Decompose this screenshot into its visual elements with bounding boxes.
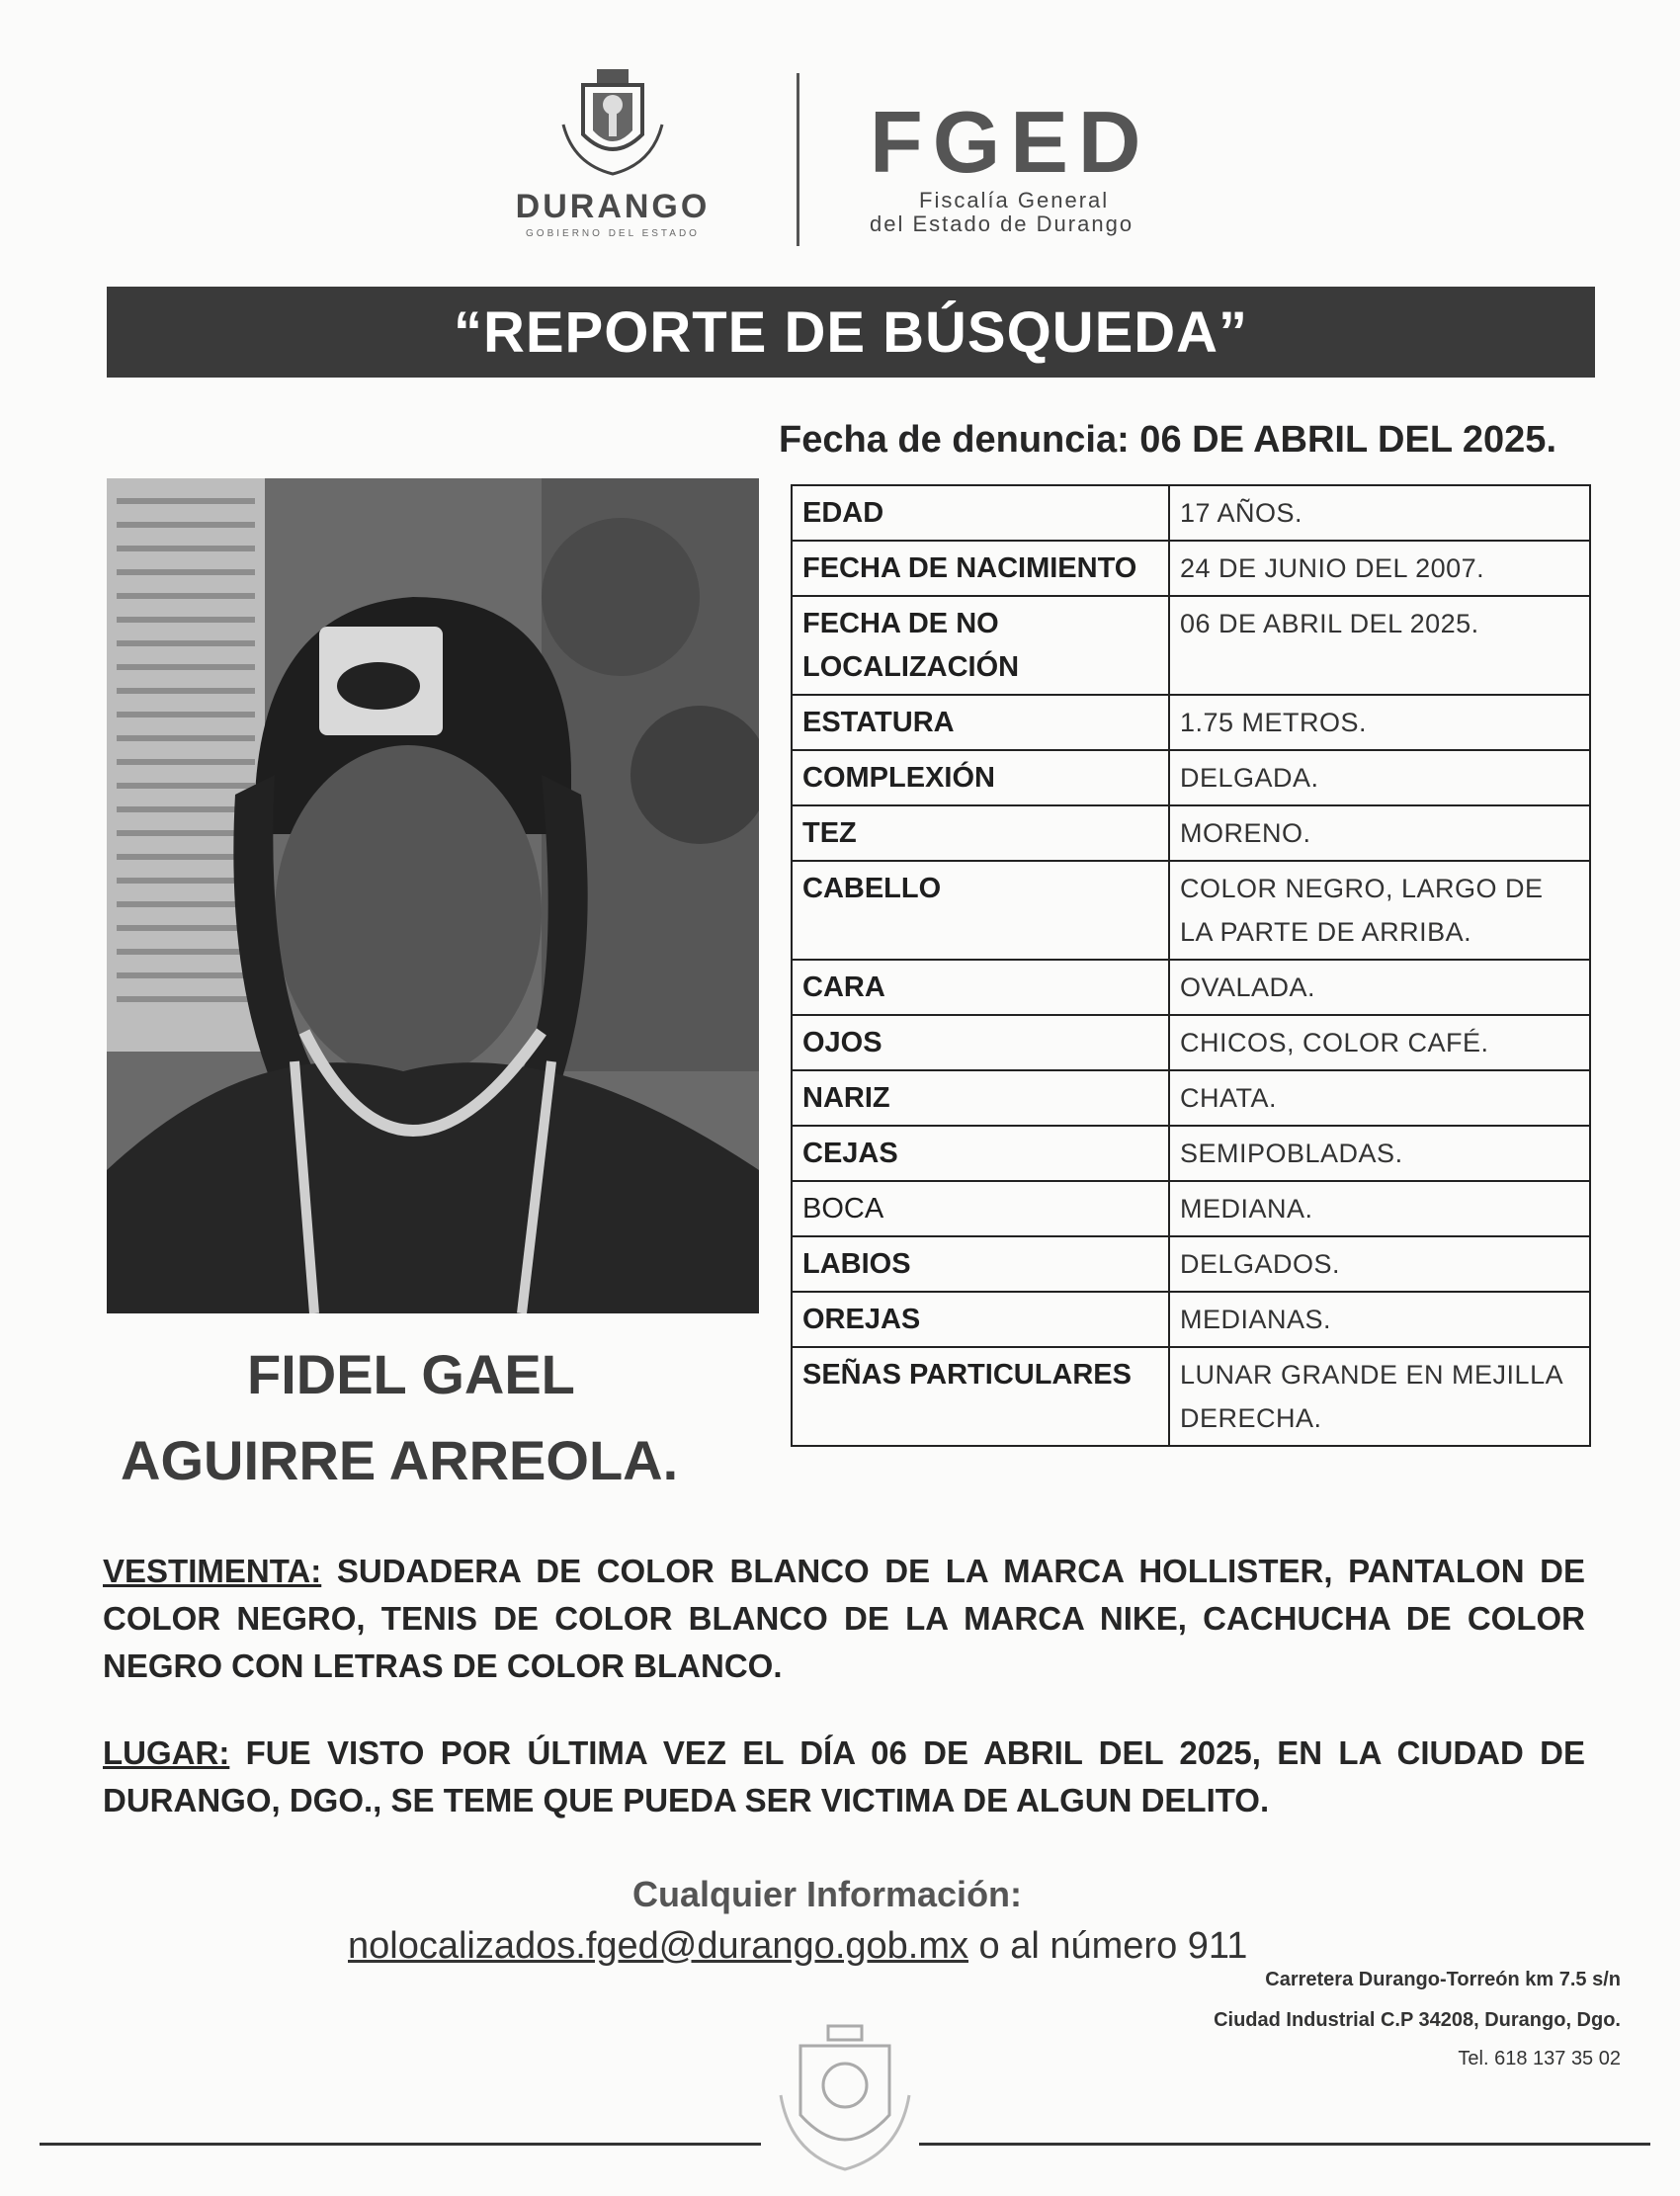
table-row [792,750,1590,805]
contact-connector: o al número [967,1925,1188,1967]
contact-email-link[interactable]: nolocalizados.fged@durango.gob.mx [348,1925,968,1967]
detail-value: SEMIPOBLADAS. [1169,1126,1590,1181]
detail-value: 06 DE ABRIL DEL 2025. [1169,596,1590,695]
detail-value: CHATA. [1169,1070,1590,1126]
address-line1: Carretera Durango-Torreón km 7.5 s/n [1265,1969,1621,1990]
detail-label: EDAD [792,485,1169,541]
table-row [792,1292,1590,1347]
detail-value: 1.75 METROS. [1169,695,1590,750]
table-row [792,1347,1590,1446]
table-row [792,1236,1590,1292]
detail-label: TEZ [792,805,1169,861]
detail-value: MEDIANAS. [1169,1292,1590,1347]
location-text: FUE VISTO POR ÚLTIMA VEZ EL DÍA 06 DE ABRIL DEL 2025, EN LA CIUDAD DE DURANGO, DGO., SE TEME QUE PUEDA SER VICTIMA DE ALGUN DELITO. [103,1734,1585,1818]
detail-label: CABELLO [792,861,1169,960]
person-details-table [791,484,1591,1447]
detail-label: FECHA DE NACIMIENTO [792,541,1169,596]
detail-value: CHICOS, COLOR CAFÉ. [1169,1015,1590,1070]
detail-label: CEJAS [792,1126,1169,1181]
table-row [792,596,1590,695]
detail-label: BOCA [792,1181,1169,1236]
address-phone: Tel. 618 137 35 02 [1458,2048,1621,2069]
table-row [792,960,1590,1015]
footer-rule-right [919,2143,1650,2146]
header-divider [797,73,799,246]
table-row [792,1126,1590,1181]
coat-of-arms-icon [553,65,672,184]
detail-value: MORENO. [1169,805,1590,861]
durango-logo-subtext: GOBIERNO DEL ESTADO [526,228,700,239]
detail-label: CARA [792,960,1169,1015]
table-row [792,485,1590,541]
detail-label: COMPLEXIÓN [792,750,1169,805]
agency-name-line1: Fiscalía General [919,188,1110,212]
person-last-names: AGUIRRE ARREOLA. [121,1429,679,1491]
title-band [107,287,1595,378]
clothing-label: VESTIMENTA: [103,1553,322,1589]
detail-label: SEÑAS PARTICULARES [792,1347,1169,1446]
table-row [792,805,1590,861]
table-row [792,1181,1590,1236]
table-row [792,1015,1590,1070]
contact-phone: 911 [1187,1925,1248,1967]
detail-value: COLOR NEGRO, LARGO DE LA PARTE DE ARRIBA. [1169,861,1590,960]
document-title: “REPORTE DE BÚSQUEDA” [453,299,1249,365]
detail-value: DELGADOS. [1169,1236,1590,1292]
person-photo-icon [107,478,759,1313]
clothing-text: SUDADERA DE COLOR BLANCO DE LA MARCA HOLLISTER, PANTALON DE COLOR NEGRO, TENIS DE COLOR BLANCO DE LA MARCA NIKE, CACHUCHA DE COLOR NEGRO CON LETRAS DE COLOR BLANCO. [103,1553,1585,1684]
detail-value: OVALADA. [1169,960,1590,1015]
table-row [792,861,1590,960]
agency-name-line2: del Estado de Durango [870,211,1134,236]
durango-logo-text: DURANGO [515,188,711,225]
table-row [792,695,1590,750]
location-label: LUGAR: [103,1734,230,1771]
clothing-description [103,1548,1585,1690]
contact-line [348,1925,1247,1968]
detail-label: NARIZ [792,1070,1169,1126]
missing-person-photo [107,478,759,1313]
address-line2: Ciudad Industrial C.P 34208, Durango, Dgo. [1214,2009,1621,2031]
detail-value: DELGADA. [1169,750,1590,805]
detail-label: FECHA DE NO LOCALIZACIÓN [792,596,1169,695]
table-row [792,1070,1590,1126]
detail-value: MEDIANA. [1169,1181,1590,1236]
agency-acronym: FGED [870,93,1151,191]
detail-value: 24 DE JUNIO DEL 2007. [1169,541,1590,596]
footer-rule-left [40,2143,761,2146]
report-date: Fecha de denuncia: 06 DE ABRIL DEL 2025. [779,419,1556,461]
table-row [792,541,1590,596]
detail-value: 17 AÑOS. [1169,485,1590,541]
detail-value: LUNAR GRANDE EN MEJILLA DERECHA. [1169,1347,1590,1446]
person-first-names: FIDEL GAEL [247,1343,575,1405]
detail-label: OREJAS [792,1292,1169,1347]
detail-label: ESTATURA [792,695,1169,750]
detail-label: LABIOS [792,1236,1169,1292]
detail-label: OJOS [792,1015,1169,1070]
location-description [103,1730,1585,1824]
state-seal-icon [771,2016,919,2174]
contact-heading: Cualquier Información: [632,1874,1023,1914]
durango-logo [464,65,761,253]
